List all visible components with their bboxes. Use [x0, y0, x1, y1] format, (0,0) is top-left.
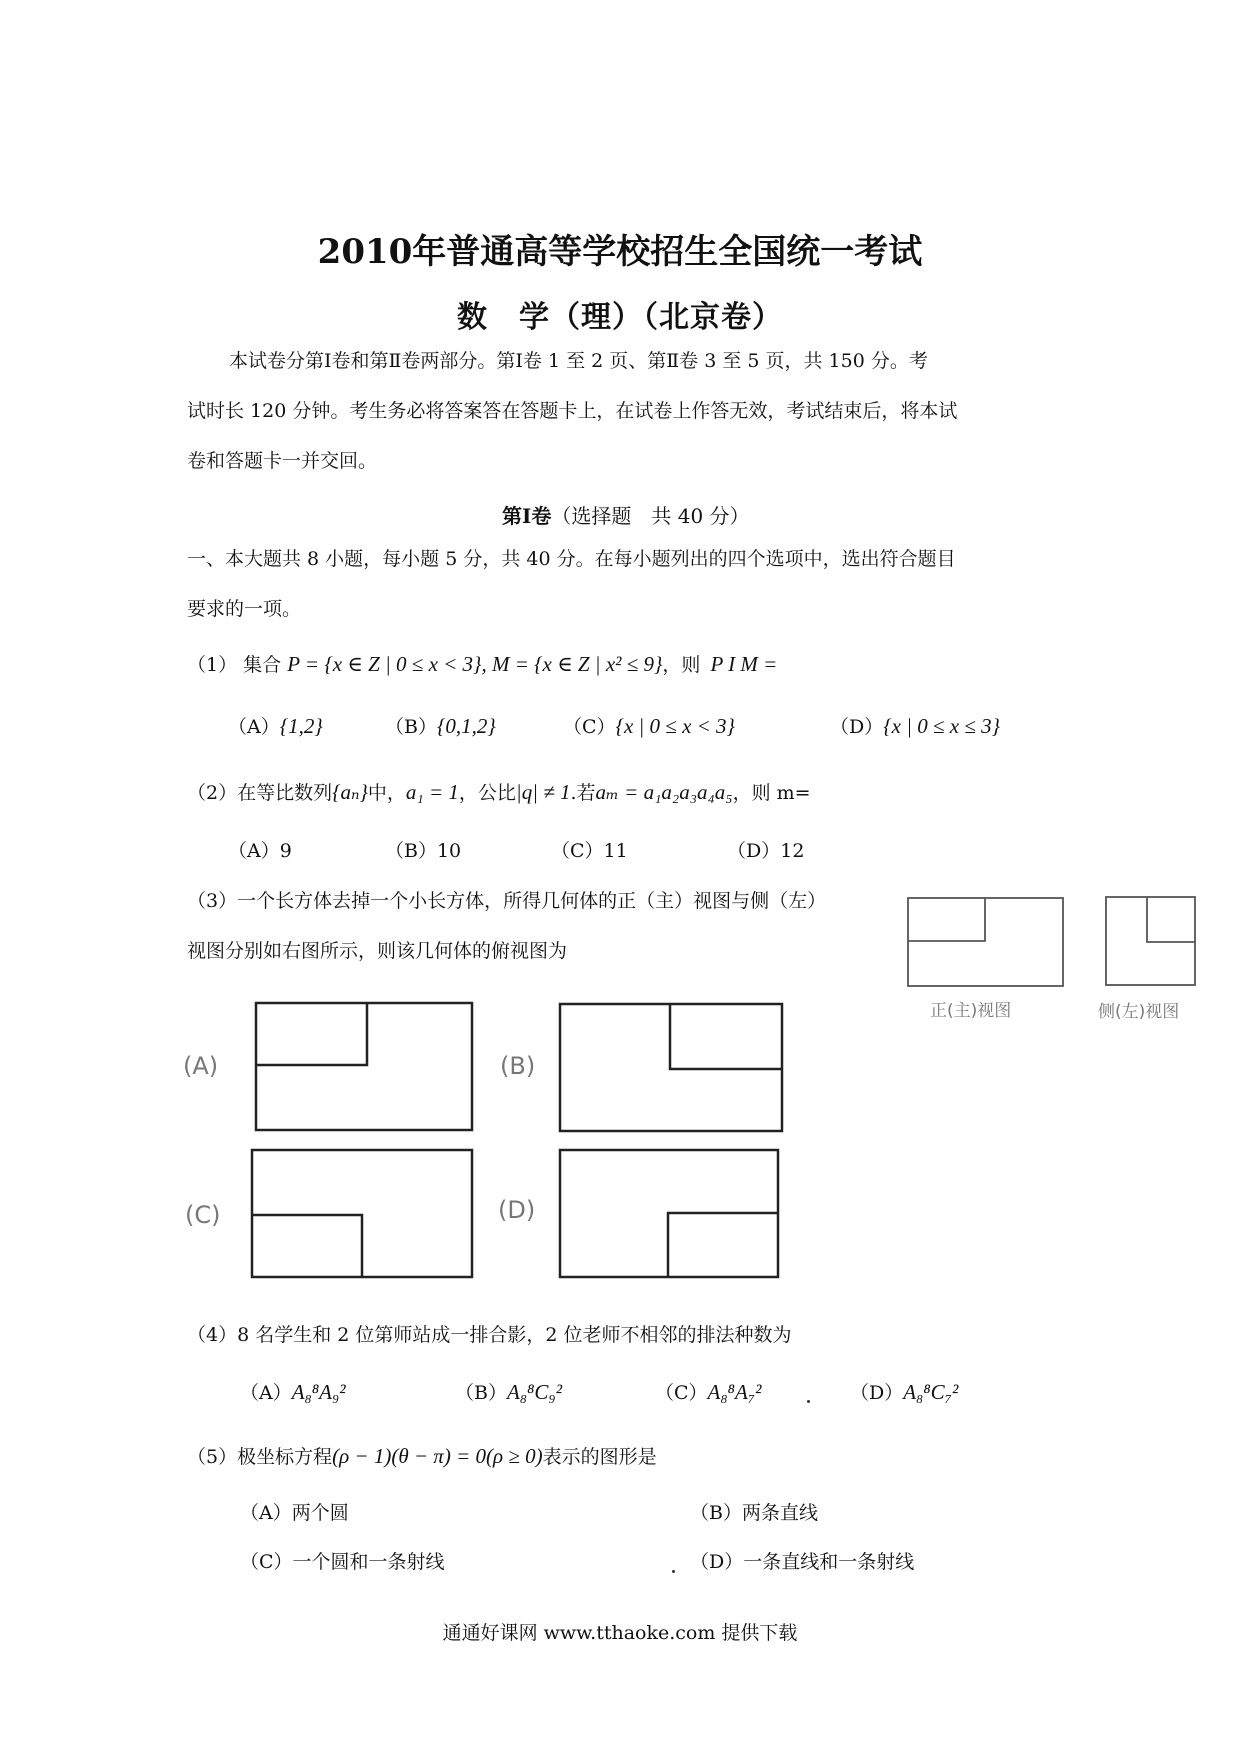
q2-text-1: （2）在等比数列 [187, 782, 333, 804]
q2-text-3: ，公比 [458, 782, 516, 804]
q1-number: （1） [187, 654, 238, 676]
q1-option-c-value: {x | 0 ≤ x < 3} [615, 714, 735, 738]
q3-choice-b [500, 1004, 782, 1131]
q4-option-b [455, 1382, 562, 1403]
q5-option-a: （A）两个圆 [240, 1502, 349, 1524]
q3-choice-d-label: (D) [498, 1196, 536, 1224]
part-intro-line-1: 一、本大题共 8 小题，每小题 5 分，共 40 分。在每小题列出的四个选项中，选出符合题目 [187, 548, 956, 570]
q1-tail-text: ，则 [662, 654, 701, 676]
q2-ratio: |q| ≠ 1 [515, 780, 571, 804]
q1-expression: P = {x ∈ Z | 0 ≤ x < 3}, M = {x ∈ Z | x² ≤ 9} [287, 652, 663, 676]
q2-option-d: （D）12 [727, 840, 805, 862]
q1-option-a-label: （A） [228, 716, 280, 738]
q1-tail-expression: P I M = [710, 652, 778, 676]
q2-option-b: （B）10 [385, 840, 462, 862]
q4-option-a [240, 1382, 346, 1403]
q1-option-b-value: {0,1,2} [436, 714, 496, 738]
q3-front-view-label: 正(主)视图 [930, 1001, 1012, 1021]
q4-option-b-label: （B） [455, 1382, 507, 1404]
q1-option-a-value: {1,2} [279, 714, 323, 738]
q5-equation: (ρ − 1)(θ − π) = 0(ρ ≥ 0) [332, 1444, 543, 1468]
scan-speck [672, 1570, 675, 1573]
q3-side-view-label: 侧(左)视图 [1098, 1002, 1180, 1022]
q5-text-2: 表示的图形是 [542, 1446, 657, 1468]
q5-option-b: （B）两条直线 [690, 1502, 818, 1524]
page-footer: 通通好课网 www.tthaoke.com 提供下载 [442, 1622, 798, 1644]
scan-speck [807, 1400, 810, 1403]
q3-line-1: （3）一个长方体去掉一个小长方体，所得几何体的正（主）视图与侧（左） [187, 890, 827, 912]
q3-choice-d [498, 1150, 778, 1277]
q4-option-a-label: （A） [240, 1382, 292, 1404]
q5-text-1: （5）极坐标方程 [187, 1446, 333, 1468]
q3-choice-c [185, 1150, 472, 1277]
q4-option-d-label: （D） [850, 1382, 904, 1404]
q2-first-term: a₁ = 1 [405, 780, 459, 804]
q4-option-c [655, 1382, 761, 1403]
q2-text-2: 中， [367, 782, 406, 804]
intro-line-3: 卷和答题卡一并交回。 [187, 450, 378, 472]
q4-option-d [850, 1382, 958, 1403]
section-heading-bold: 第Ⅰ卷 [502, 504, 552, 528]
q4-option-b-value: A₈⁸C₉² [506, 1380, 563, 1404]
section-heading-rest: （选择题 共 40 分） [551, 504, 750, 528]
q3-choice-a [183, 1003, 472, 1130]
q2-text-5: ，则 m= [732, 782, 811, 804]
q2-option-a: （A）9 [228, 840, 292, 862]
q3-side-view [1098, 897, 1195, 1022]
q2-equation: aₘ = a₁a₂a₃a₄a₅ [595, 780, 733, 804]
q1-option-c-label: （C） [563, 716, 616, 738]
q5-option-c: （C）一个圆和一条射线 [240, 1551, 445, 1573]
q4-stem: （4）8 名学生和 2 位第师站成一排合影，2 位老师不相邻的排法种数为 [187, 1324, 792, 1346]
intro-line-1: 本试卷分第Ⅰ卷和第Ⅱ卷两部分。第Ⅰ卷 1 至 2 页、第Ⅱ卷 3 至 5 页，共 150 分。考 [229, 350, 928, 372]
exam-title: 2010年普通高等学校招生全国统一考试 [317, 232, 923, 272]
q1-option-b-label: （B） [385, 716, 437, 738]
q4-option-a-value: A₈⁸A₉² [291, 1380, 346, 1404]
q2-sequence: {aₙ} [332, 780, 368, 804]
q3-choice-c-label: (C) [185, 1201, 221, 1229]
q1-option-d-label: （D） [830, 716, 884, 738]
q2-text-4: .若 [570, 782, 596, 804]
q4-option-d-value: A₈⁸C₇² [903, 1380, 959, 1404]
q5-stem [187, 1446, 657, 1467]
part-intro-line-2: 要求的一项。 [187, 598, 302, 620]
q1-stem-text: 集合 [243, 654, 282, 676]
q3-choice-b-label: (B) [500, 1052, 536, 1080]
q5-option-d: （D）一条直线和一条射线 [690, 1551, 915, 1573]
q1-option-d-value: {x | 0 ≤ x ≤ 3} [883, 714, 1000, 738]
q4-option-c-value: A₈⁸A₇² [707, 1380, 762, 1404]
q3-choice-a-label: (A) [183, 1052, 219, 1080]
q4-option-c-label: （C） [655, 1382, 708, 1404]
q3-line-2: 视图分别如右图所示，则该几何体的俯视图为 [187, 940, 568, 962]
exam-subtitle: 数 学（理）（北京卷） [457, 300, 783, 335]
q2-option-c: （C）11 [551, 840, 628, 862]
q3-front-view [908, 898, 1063, 1021]
intro-line-2: 试时长 120 分钟。考生务必将答案答在答题卡上，在试卷上作答无效，考试结束后，将本试 [187, 400, 958, 422]
